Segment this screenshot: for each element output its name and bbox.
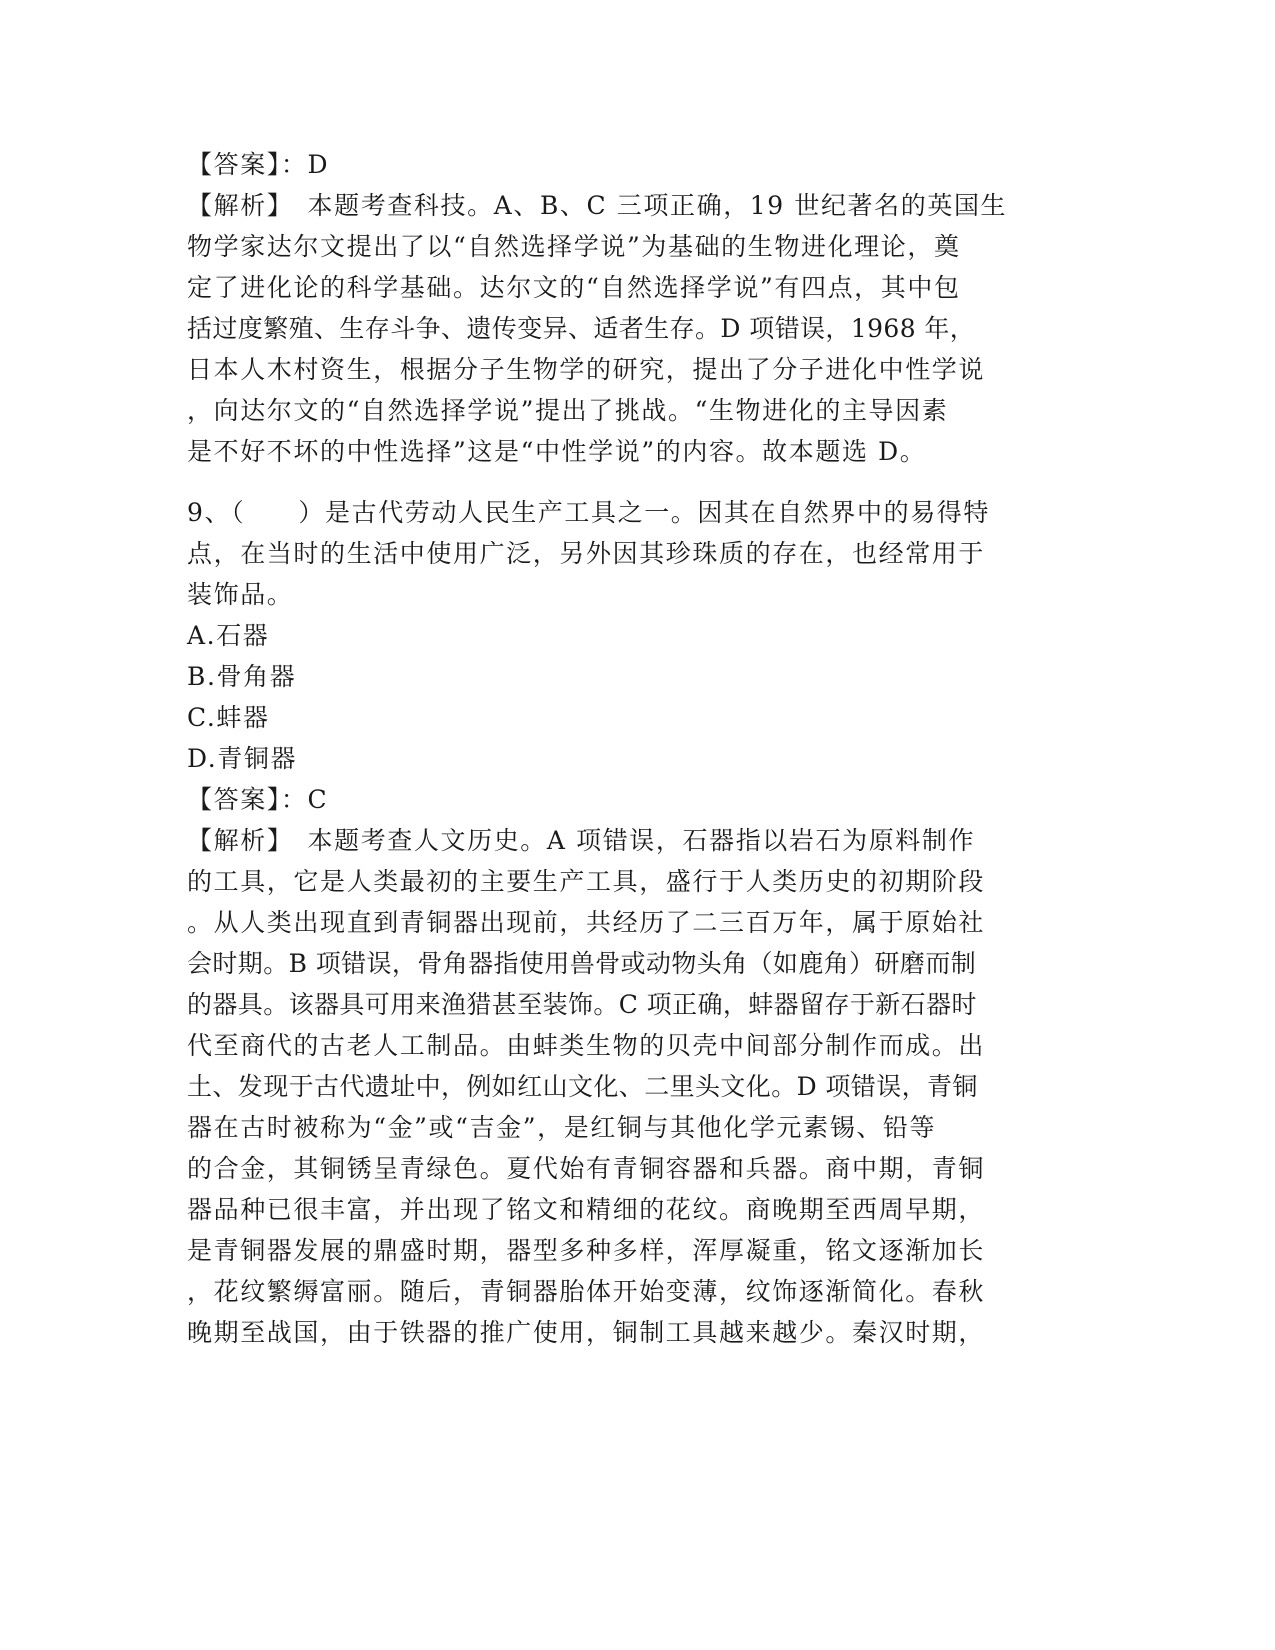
question-9-analysis-line: 会时期。B 项错误，骨角器指使用兽骨或动物头角（如鹿角）研磨而制 — [187, 949, 977, 978]
question-9-answer: 【答案】：C — [187, 785, 329, 814]
prev-analysis-line: 括过度繁殖、生存斗争、遗传变异、适者生存。D 项错误，1968 年， — [187, 314, 976, 343]
question-9-analysis-line: 土、发现于古代遗址中，例如红山文化、二里头文化。D 项错误，青铜 — [187, 1072, 978, 1101]
option-a: A.石器 — [187, 621, 270, 650]
option-d: D.青铜器 — [187, 744, 298, 773]
question-9-analysis-line: ，花纹繁缛富丽。随后，青铜器胎体开始变薄，纹饰逐渐简化。春秋 — [187, 1277, 986, 1306]
question-9-analysis-line: 。从人类出现直到青铜器出现前，共经历了二三百万年，属于原始社 — [187, 908, 986, 937]
question-9-analysis-line: 的合金，其铜锈呈青绿色。夏代始有青铜容器和兵器。商中期，青铜 — [187, 1154, 986, 1183]
question-9-analysis-line: 器在古时被称为“金”或“吉金”，是红铜与其他化学元素锡、铅等 — [187, 1113, 937, 1142]
question-9-analysis-line: 晚期至战国，由于铁器的推广使用，铜制工具越来越少。秦汉时期， — [187, 1318, 986, 1347]
option-b: B.骨角器 — [187, 662, 297, 691]
question-9-analysis-line: 代至商代的古老人工制品。由蚌类生物的贝壳中间部分制作而成。出 — [187, 1031, 986, 1060]
question-9-stem-line: 点，在当时的生活中使用广泛，另外因其珍珠质的存在，也经常用于 — [187, 539, 986, 568]
prev-analysis-line: 定了进化论的科学基础。达尔文的“自然选择学说”有四点，其中包 — [187, 273, 961, 302]
prev-answer: 【答案】：D — [187, 150, 330, 179]
question-9-analysis-line: 是青铜器发展的鼎盛时期，器型多种多样，浑厚凝重，铭文逐渐加长 — [187, 1236, 986, 1265]
prev-analysis-line: ，向达尔文的“自然选择学说”提出了挑战。“生物进化的主导因素 — [187, 396, 949, 425]
prev-analysis-line: 日本人木村资生，根据分子生物学的研究，提出了分子进化中性学说 — [187, 355, 986, 384]
question-9-analysis-line: 的器具。该器具可用来渔猎甚至装饰。C 项正确，蚌器留存于新石器时 — [187, 990, 977, 1019]
question-9-analysis-line: 【解析】 本题考查人文历史。A 项错误，石器指以岩石为原料制作 — [187, 826, 976, 855]
prev-analysis-line: 是不好不坏的中性选择”这是“中性学说”的内容。故本题选 D。 — [187, 437, 927, 466]
question-9-analysis-line: 器品种已很丰富，并出现了铭文和精细的花纹。商晚期至西周早期， — [187, 1195, 986, 1224]
question-9-stem-line: 9、（ ）是古代劳动人民生产工具之一。因其在自然界中的易得特 — [187, 498, 991, 527]
question-9-analysis-line: 的工具，它是人类最初的主要生产工具，盛行于人类历史的初期阶段 — [187, 867, 986, 896]
option-c: C.蚌器 — [187, 703, 270, 732]
prev-analysis-line: 【解析】 本题考查科技。A、B、C 三项正确，19 世纪著名的英国生 — [187, 191, 1008, 220]
prev-analysis-line: 物学家达尔文提出了以“自然选择学说”为基础的生物进化理论，奠 — [187, 232, 961, 261]
question-9-stem-line: 装饰品。 — [187, 580, 294, 609]
